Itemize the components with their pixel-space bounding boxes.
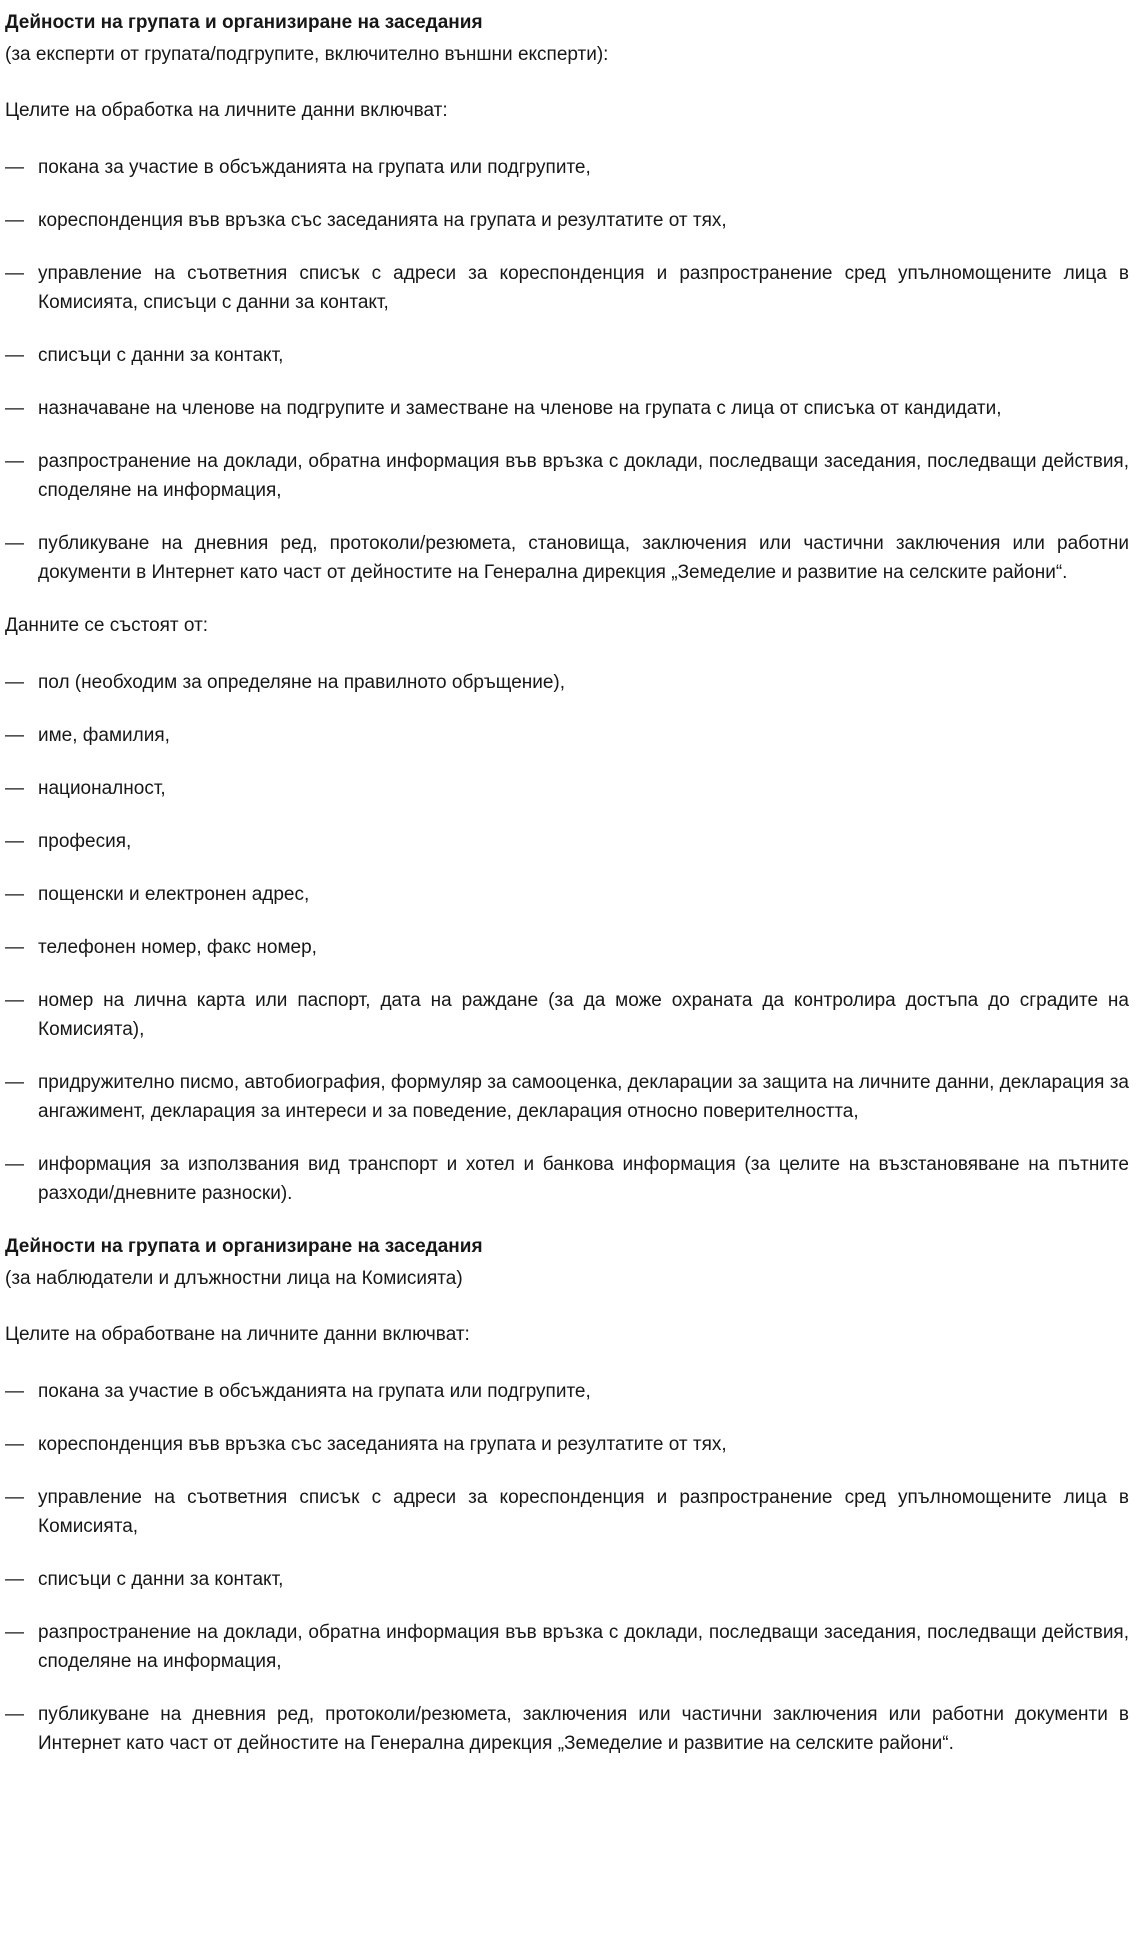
- list-item-text: покана за участие в обсъжданията на групата или подгрупите,: [38, 1381, 591, 1402]
- list-item-text: номер на лична карта или паспорт, дата на раждане (за да може охраната да контролира достъпа до сградите на Комисията),: [38, 990, 1129, 1040]
- section-heading: Дейности на групата и организиране на заседания: [5, 12, 483, 33]
- list-item-text: кореспонденция във връзка със заседанията на групата и резултатите от тях,: [38, 1434, 727, 1455]
- list-item: [5, 1618, 1129, 1676]
- list-item-text: професия,: [38, 831, 132, 852]
- dash-bullet: —: [5, 672, 24, 693]
- list-item: [5, 1565, 1129, 1594]
- list-item: [5, 880, 1129, 909]
- purposes-intro: Целите на обработка на личните данни включват:: [5, 100, 448, 121]
- dash-bullet: —: [5, 1381, 24, 1402]
- list-item: [5, 447, 1129, 505]
- list-item-text: име, фамилия,: [38, 725, 170, 746]
- list-item-text: разпространение на доклади, обратна информация във връзка с доклади, последващи заседания, последващи действия, споделяне на информация,: [38, 451, 1129, 501]
- list-item: [5, 206, 1129, 235]
- purposes-intro: Целите на обработване на личните данни включват:: [5, 1324, 470, 1345]
- list-item: [5, 1700, 1129, 1758]
- section-subheading: (за експерти от групата/подгрупите, включително външни експерти):: [5, 44, 609, 65]
- list-item: [5, 153, 1129, 182]
- dash-bullet: —: [5, 1072, 24, 1093]
- dash-bullet: —: [5, 1487, 24, 1508]
- section-group-activities-observers: [5, 1232, 1129, 1758]
- dash-bullet: —: [5, 778, 24, 799]
- dash-bullet: —: [5, 1622, 24, 1643]
- list-item-text: назначаване на членове на подгрупите и заместване на членове на групата с лица от списъка от кандидати,: [38, 398, 1002, 419]
- list-item-text: списъци с данни за контакт,: [38, 345, 284, 366]
- list-item-text: пол (необходим за определяне на правилното обръщение),: [38, 672, 566, 693]
- dash-bullet: —: [5, 1154, 24, 1175]
- section-heading: Дейности на групата и организиране на заседания: [5, 1236, 483, 1257]
- list-item-text: придружително писмо, автобиография, формуляр за самооценка, декларации за защита на личните данни, декларация за ангажимент, декларация за интереси и за поведение, декларация относно поверителността,: [38, 1072, 1129, 1122]
- dash-bullet: —: [5, 263, 24, 284]
- list-item-text: информация за използвания вид транспорт и хотел и банкова информация (за целите на възстановяване на пътните разходи/дневните разноски).: [38, 1154, 1129, 1204]
- dash-bullet: —: [5, 725, 24, 746]
- dash-bullet: —: [5, 937, 24, 958]
- list-item-text: управление на съответния списък с адреси за кореспонденция и разпространение сред упълномощените лица в Комисията, списъци с данни за контакт,: [38, 263, 1129, 313]
- dash-bullet: —: [5, 831, 24, 852]
- list-item-text: управление на съответния списък с адреси за кореспонденция и разпространение сред упълномощените лица в Комисията,: [38, 1487, 1129, 1537]
- list-item: [5, 1483, 1129, 1541]
- list-item: [5, 774, 1129, 803]
- dash-bullet: —: [5, 1569, 24, 1590]
- list-item-text: покана за участие в обсъжданията на групата или подгрупите,: [38, 157, 591, 178]
- list-item: [5, 394, 1129, 423]
- list-item: [5, 259, 1129, 317]
- list-item: [5, 721, 1129, 750]
- dash-bullet: —: [5, 157, 24, 178]
- list-item: [5, 529, 1129, 587]
- list-item-text: кореспонденция във връзка със заседанията на групата и резултатите от тях,: [38, 210, 727, 231]
- section-subheading: (за наблюдатели и длъжностни лица на Комисията): [5, 1268, 463, 1289]
- dash-bullet: —: [5, 398, 24, 419]
- section-group-activities-experts: [5, 8, 1129, 1208]
- list-item: [5, 1068, 1129, 1126]
- list-item: [5, 933, 1129, 962]
- list-item: [5, 1430, 1129, 1459]
- list-item-text: публикуване на дневния ред, протоколи/резюмета, становища, заключения или частични заключения или работни документи в Интернет като част от дейностите на Генерална дирекция „Земеделие и развитие на селските райони“.: [38, 533, 1129, 583]
- dash-bullet: —: [5, 210, 24, 231]
- list-item-text: разпространение на доклади, обратна информация във връзка с доклади, последващи заседания, последващи действия, споделяне на информация,: [38, 1622, 1129, 1672]
- list-item: [5, 341, 1129, 370]
- list-item-text: националност,: [38, 778, 166, 799]
- list-item-text: публикуване на дневния ред, протоколи/резюмета, заключения или частични заключения или работни документи в Интернет като част от дейностите на Генерална дирекция „Земеделие и развитие на селските райони“.: [38, 1704, 1129, 1754]
- data-consist-intro: Данните се състоят от:: [5, 615, 209, 636]
- dash-bullet: —: [5, 990, 24, 1011]
- list-item: [5, 827, 1129, 856]
- list-item: [5, 668, 1129, 697]
- dash-bullet: —: [5, 884, 24, 905]
- dash-bullet: —: [5, 1434, 24, 1455]
- dash-bullet: —: [5, 533, 24, 554]
- document-page: [5, 8, 1129, 1758]
- list-item: [5, 1150, 1129, 1208]
- list-item-text: списъци с данни за контакт,: [38, 1569, 284, 1590]
- dash-bullet: —: [5, 1704, 24, 1725]
- list-item-text: пощенски и електронен адрес,: [38, 884, 310, 905]
- list-item: [5, 1377, 1129, 1406]
- dash-bullet: —: [5, 451, 24, 472]
- list-item-text: телефонен номер, факс номер,: [38, 937, 317, 958]
- dash-bullet: —: [5, 345, 24, 366]
- list-item: [5, 986, 1129, 1044]
